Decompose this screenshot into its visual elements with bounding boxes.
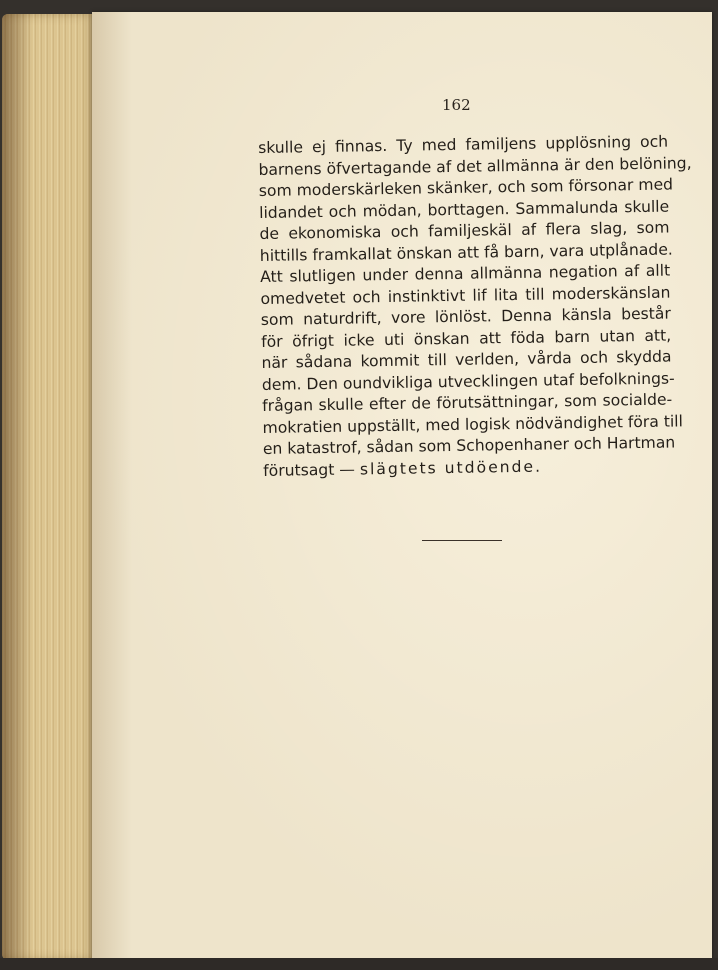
text-line: mokratien uppställt, med logisk nödvändighet föra till — [262, 411, 684, 437]
text-line: som naturdrift, vore lönlöst. Denna känsla består — [260, 304, 671, 329]
text-line: barnens öfvertagande af det allmänna är den belöning, — [258, 153, 692, 179]
body-text — [258, 132, 692, 482]
final-line-emphasis: slägtets utdöende. — [359, 457, 543, 478]
section-divider — [422, 540, 502, 541]
text-line: hittills framkallat önskan att få barn, vara utplånade. — [259, 239, 673, 265]
edge-shadow — [2, 14, 32, 960]
book-page — [92, 12, 712, 962]
page-number: 162 — [442, 96, 471, 114]
text-line: skulle ej finnas. Ty med familjens upplösning och — [258, 132, 669, 157]
text-line: dem. Den oundvikliga utvecklingen utaf befolknings- — [261, 368, 675, 394]
final-line-start: förutsagt — — [263, 460, 356, 480]
text-line: för öfrigt icke uti önskan att föda barn utan att, — [261, 326, 672, 351]
text-line: som moderskärleken skänker, och som försonar med — [258, 175, 674, 200]
scan-background — [0, 958, 718, 970]
text-line: de ekonomiska och familjeskäl af flera slag, som — [259, 218, 670, 243]
text-line: lidandet och mödan, borttagen. Sammalunda skulle — [259, 197, 670, 222]
text-line: frågan skulle efter de förutsättningar, som socialde- — [262, 390, 673, 415]
text-line: omedvetet och instinktivt lif lita till moderskänslan — [260, 283, 671, 308]
text-line: Att slutligen under denna allmänna negation af allt — [260, 261, 671, 286]
text-line: när sådana kommit till verlden, vårda och skydda — [261, 347, 672, 372]
text-line: en katastrof, sådan som Schopenhaner och Hartman — [262, 433, 676, 458]
